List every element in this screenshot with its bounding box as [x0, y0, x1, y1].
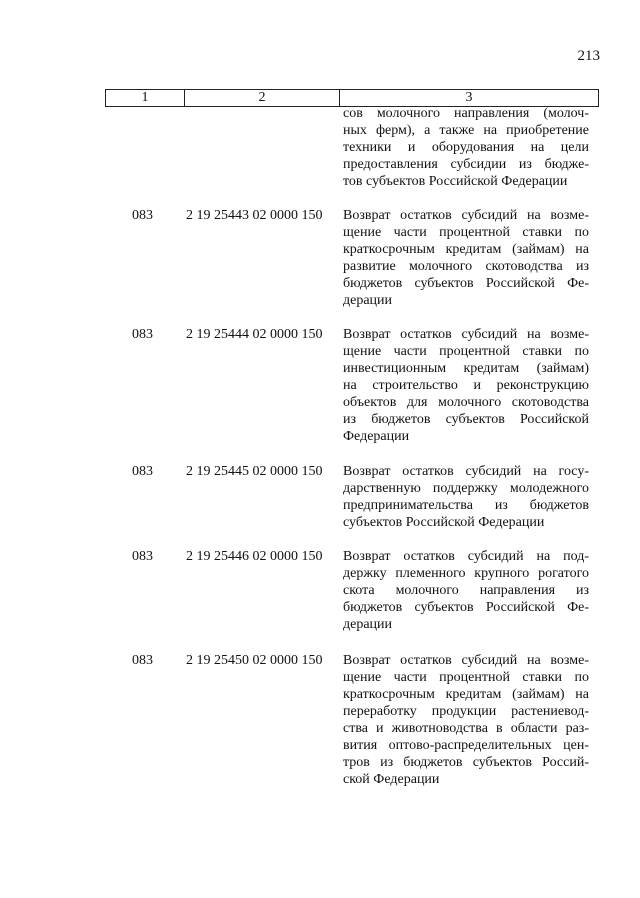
- description-line: развитие молочного скотоводства из: [343, 259, 589, 274]
- row-description: [343, 207, 589, 309]
- description-line: тров из бюджетов субъектов Россий-: [343, 755, 589, 770]
- column-header-3: 3: [465, 90, 473, 105]
- row-description: [343, 548, 589, 633]
- description-line: на строительство и реконструкцию: [343, 378, 589, 393]
- description-line: Возврат остатков субсидий на госу-: [343, 464, 589, 479]
- continuation-description: [343, 105, 589, 190]
- description-line: Возврат остатков субсидий на возме-: [343, 327, 589, 342]
- description-line: Возврат остатков субсидий на возме-: [343, 653, 589, 668]
- description-line: бюджетов субъектов Российской Фе-: [343, 276, 589, 291]
- admin-code: 083: [132, 653, 153, 668]
- description-line: щение части процентной ставки по: [343, 344, 589, 359]
- description-line: из бюджетов субъектов Российской: [343, 412, 589, 427]
- budget-classification-code: 2 19 25445 02 0000 150: [186, 464, 323, 479]
- admin-code: 083: [132, 464, 153, 479]
- description-line: дерации: [343, 293, 393, 308]
- description-line: ской Федерации: [343, 772, 440, 787]
- budget-classification-code: 2 19 25444 02 0000 150: [186, 327, 323, 342]
- description-line: краткосрочным кредитам (займам) на: [343, 687, 589, 702]
- description-line: предпринимательства из бюджетов: [343, 498, 589, 513]
- description-line: бюджетов субъектов Российской Фе-: [343, 600, 589, 615]
- description-line: скота молочного направления из: [343, 583, 589, 598]
- description-line: щение части процентной ставки по: [343, 670, 589, 685]
- description-line: инвестиционным кредитам (займам): [343, 361, 589, 376]
- description-line: объектов для молочного скотоводства: [343, 395, 589, 410]
- description-line: техники и оборудования на цели: [343, 140, 589, 155]
- description-line: сов молочного направления (молоч-: [343, 106, 589, 121]
- description-line: предоставления субсидии из бюдже-: [343, 157, 589, 172]
- description-line: Возврат остатков субсидий на возме-: [343, 208, 589, 223]
- description-line: держку племенного крупного рогатого: [343, 566, 589, 581]
- admin-code: 083: [132, 549, 153, 564]
- row-description: [343, 326, 589, 445]
- description-line: Федерации: [343, 429, 410, 444]
- row-description: [343, 652, 589, 788]
- budget-classification-code: 2 19 25450 02 0000 150: [186, 653, 323, 668]
- column-header-1: 1: [106, 90, 185, 106]
- description-line: дарственную поддержку молодежного: [343, 481, 589, 496]
- description-line: переработку продукции растениевод-: [343, 704, 589, 719]
- description-line: вития оптово-распределительных цен-: [343, 738, 589, 753]
- row-description: [343, 463, 589, 531]
- description-line: субъектов Российской Федерации: [343, 515, 545, 530]
- description-line: щение части процентной ставки по: [343, 225, 589, 240]
- admin-code: 083: [132, 327, 153, 342]
- page-number: 213: [577, 48, 600, 64]
- budget-classification-code: 2 19 25443 02 0000 150: [186, 208, 323, 223]
- column-header-2: 2: [185, 90, 340, 106]
- description-line: ных ферм), а также на приобретение: [343, 123, 589, 138]
- description-line: дерации: [343, 617, 393, 632]
- description-line: краткосрочным кредитам (займам) на: [343, 242, 589, 257]
- budget-classification-code: 2 19 25446 02 0000 150: [186, 549, 323, 564]
- description-line: тов субъектов Российской Федерации: [343, 174, 568, 189]
- admin-code: 083: [132, 208, 153, 223]
- description-line: Возврат остатков субсидий на под-: [343, 549, 589, 564]
- description-line: ства и животноводства в области раз-: [343, 721, 589, 736]
